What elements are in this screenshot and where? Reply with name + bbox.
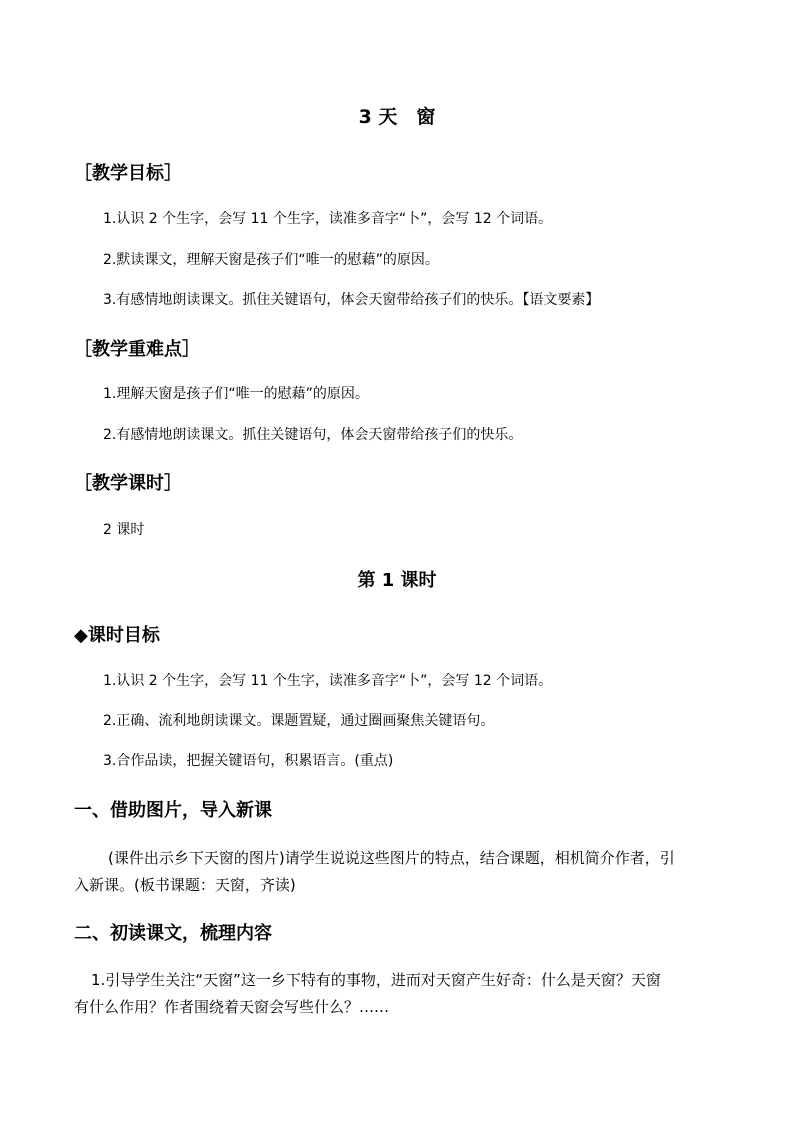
key-points-heading: ［教学重难点］: [74, 339, 200, 360]
key-point-1: 1.理解天窗是孩子们“唯一的慰藉”的原因。: [103, 386, 369, 402]
class-hours-value: 2 课时: [103, 522, 145, 538]
lesson1-goals-heading: ◆课时目标: [74, 625, 160, 646]
teaching-goal-1: 1.认识 2 个生字，会写 11 个生字，读准多音字“卜”，会写 12 个词语。: [103, 211, 553, 227]
section1-heading: 一、借助图片，导入新课: [74, 800, 272, 821]
lesson1-title: 第 1 课时: [357, 570, 437, 591]
section2-paragraph-line2: 有什么作用？作者围绕着天窗会写些什么？……: [74, 998, 390, 1016]
teaching-goals-heading: ［教学目标］: [74, 163, 182, 184]
lesson1-goal-2: 2.正确、流利地朗读课文。课题置疑，通过圈画聚焦关键语句。: [103, 713, 495, 729]
lesson-title: 3 天 窗: [358, 106, 436, 128]
section1-paragraph-line1: (课件出示乡下天窗的图片)请学生说说这些图片的特点，结合课题，相机简介作者，引: [108, 849, 675, 867]
class-hours-heading: ［教学课时］: [74, 473, 182, 494]
section1-paragraph-line2: 入新课。(板书课题：天窗，齐读): [74, 876, 296, 894]
section2-heading: 二、初读课文，梳理内容: [74, 923, 272, 944]
section2-paragraph-line1: 1.引导学生关注“天窗”这一乡下特有的事物，进而对天窗产生好奇：什么是天窗？天窗: [91, 971, 661, 989]
lesson1-goal-1: 1.认识 2 个生字，会写 11 个生字，读准多音字“卜”，会写 12 个词语。: [103, 673, 553, 689]
teaching-goal-2: 2.默读课文，理解天窗是孩子们“唯一的慰藉”的原因。: [103, 252, 439, 268]
key-point-2: 2.有感情地朗读课文。抓住关键语句，体会天窗带给孩子们的快乐。: [103, 427, 523, 443]
lesson1-goal-3: 3.合作品读，把握关键语句，积累语言。(重点): [103, 753, 394, 769]
teaching-goal-3: 3.有感情地朗读课文。抓住关键语句，体会天窗带给孩子们的快乐。【语文要素】: [103, 292, 600, 308]
